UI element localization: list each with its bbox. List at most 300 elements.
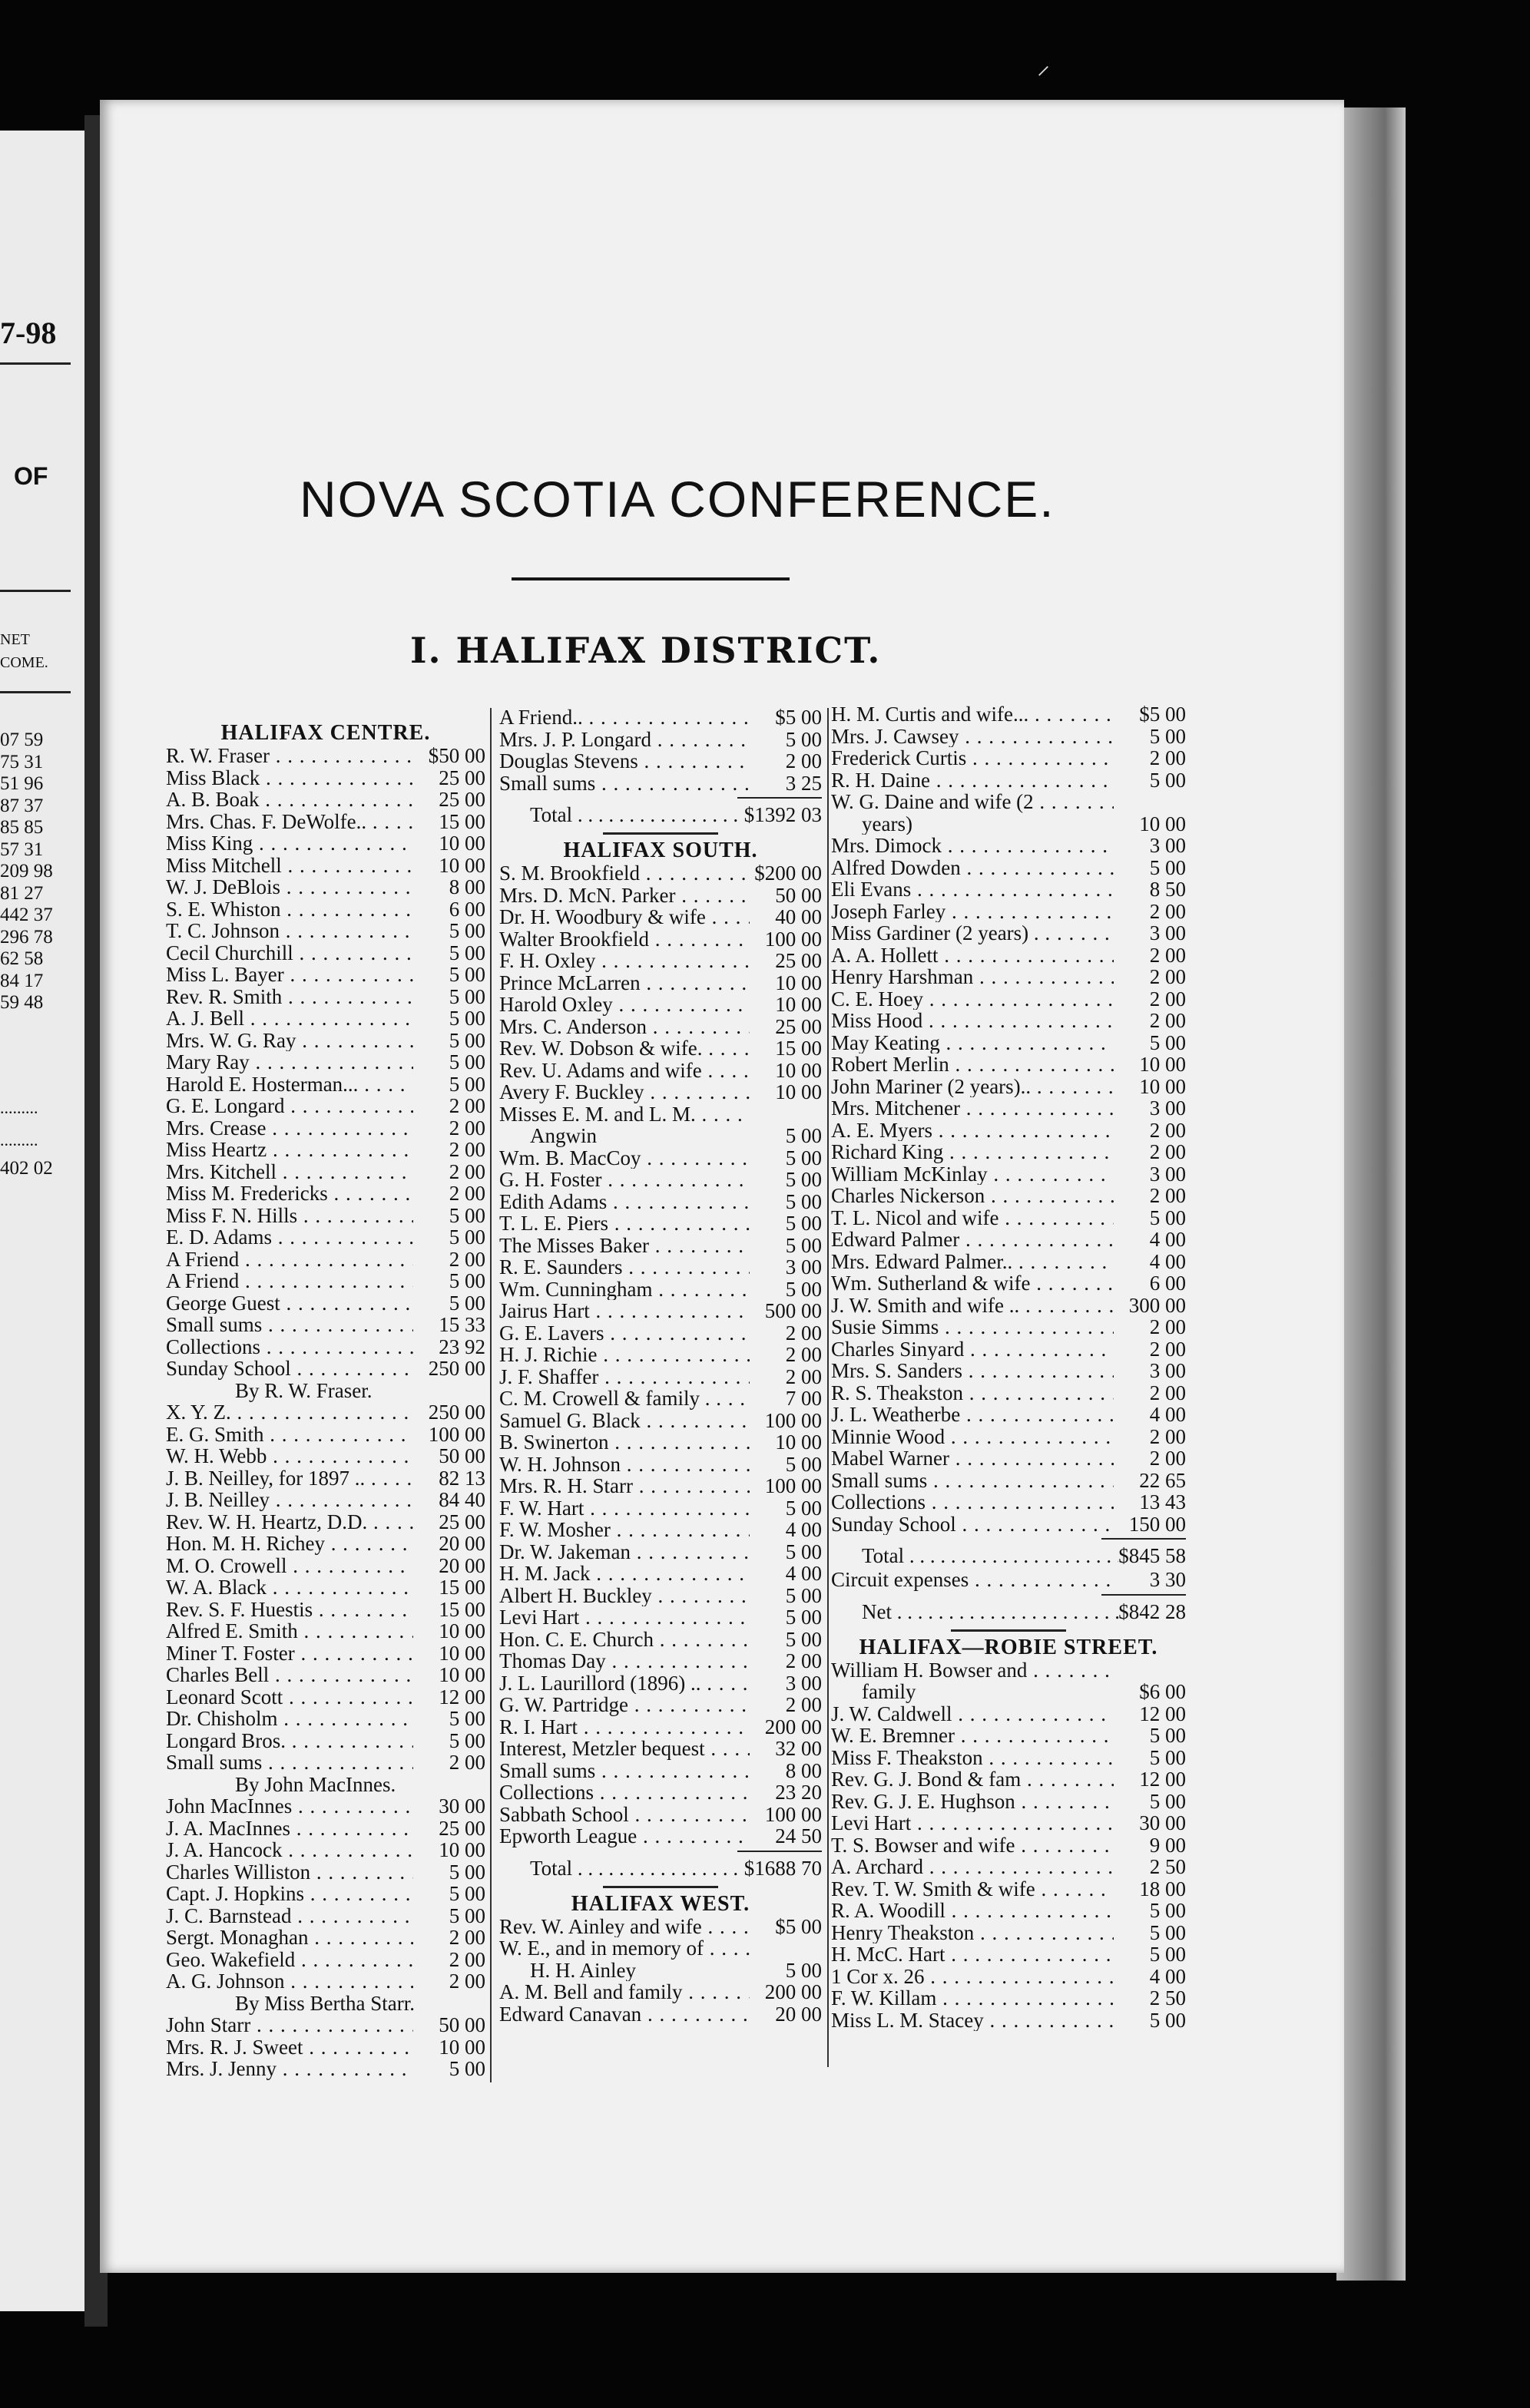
entry-amount: 8 00 [449, 876, 485, 898]
entry-name: Miss L. M. Stacey . . . [831, 2009, 1114, 2032]
subsection-heading: By Miss Bertha Starr. [235, 1991, 415, 2015]
entry-amount: 10 00 [439, 1839, 485, 1861]
entry-name: George Guest . . . [166, 1292, 413, 1315]
entry-amount: 20 00 [439, 1554, 485, 1576]
list-item [166, 898, 485, 921]
entry-name: Minnie Wood . . . [831, 1426, 1114, 1448]
scan-mark: ⸝ [1037, 51, 1050, 80]
entry-name: Epworth League . . . [499, 1825, 750, 1847]
entry-list [166, 2014, 485, 2080]
entry-amount: 3 25 [785, 772, 822, 794]
list-item [166, 1249, 485, 1271]
entry-amount: 100 00 [428, 1423, 485, 1445]
entry-amount: 25 00 [775, 1015, 822, 1037]
list-item [499, 1278, 822, 1301]
page-title: NOVA SCOTIA CONFERENCE. [300, 471, 1055, 528]
entry-amount: 40 00 [775, 906, 822, 928]
entry-amount: 30 00 [1139, 1812, 1186, 1834]
entry-amount: 2 00 [1149, 944, 1186, 966]
entry-name: Eli Evans . . . [831, 878, 1114, 901]
list-item [831, 1491, 1186, 1513]
entry-amount: 300 00 [1128, 1294, 1186, 1316]
list-item [499, 772, 822, 795]
list-item [831, 1470, 1186, 1492]
previous-page-value: 85 85 [0, 817, 44, 838]
list-item [499, 1937, 822, 1960]
entry-name: R. H. Daine . . . [831, 769, 1114, 792]
entry-amount: 2 00 [449, 1927, 485, 1949]
list-item [831, 1360, 1186, 1382]
section-rule [603, 1886, 718, 1888]
list-item [831, 1681, 1186, 1703]
previous-page-value: 87 37 [0, 795, 44, 816]
list-item [499, 1738, 822, 1760]
entry-name: G. E. Lavers . . . [499, 1322, 750, 1345]
page-edge [1336, 108, 1406, 2281]
entry-name: F. W. Hart . . . [499, 1497, 750, 1520]
entry-name: J. B. Neilley, for 1897 .. . . . [166, 1467, 413, 1490]
list-item [499, 1804, 822, 1826]
list-item [166, 1095, 485, 1117]
entry-amount: 2 00 [1149, 747, 1186, 769]
list-item [831, 726, 1186, 748]
list-item [499, 1629, 822, 1651]
list-item [499, 1650, 822, 1672]
entry-amount: 100 00 [764, 1409, 822, 1431]
list-item [166, 1467, 485, 1490]
entry-amount: 5 00 [1149, 769, 1186, 791]
entry-name: Small sums . . . [831, 1470, 1114, 1492]
list-item [499, 1563, 822, 1585]
section-heading: HALIFAX WEST. [571, 1891, 750, 1916]
list-item [831, 1747, 1186, 1769]
entry-name: H. McC. Hart . . . [831, 1943, 1114, 1966]
sum-rule [1101, 1538, 1186, 1540]
list-item [166, 1599, 485, 1621]
sum-rule [737, 797, 822, 799]
entry-list [831, 835, 1186, 1535]
entry-amount: 23 92 [439, 1335, 485, 1358]
entry-amount: 5 00 [1149, 856, 1186, 878]
list-item [831, 2009, 1186, 2032]
entry-amount: 5 00 [449, 1073, 485, 1095]
entry-amount: 5 00 [449, 1292, 485, 1314]
previous-page-rule [0, 590, 71, 592]
entry-name: T. C. Johnson . . . [166, 920, 413, 942]
entry-amount: 25 00 [775, 950, 822, 972]
list-item [499, 1256, 822, 1278]
list-item [499, 1716, 822, 1738]
entry-name: T. L. E. Piers . . . [499, 1212, 750, 1235]
entry-amount: 10 00 [439, 2036, 485, 2058]
list-item [831, 1768, 1186, 1791]
entry-amount: 5 00 [785, 728, 822, 750]
sum-rule [1101, 1594, 1186, 1596]
list-item [499, 1103, 822, 1126]
list-item [166, 1533, 485, 1555]
previous-page-value: 07 59 [0, 729, 44, 750]
entry-amount: 4 00 [785, 1563, 822, 1585]
entry-name: B. Swinerton . . . [499, 1431, 750, 1454]
previous-page-value: 442 37 [0, 905, 53, 925]
list-item [166, 1708, 485, 1730]
list-item [166, 1073, 485, 1096]
net-row [831, 1599, 1186, 1625]
list-item [831, 1032, 1186, 1054]
list-item [166, 1226, 485, 1249]
list-item [166, 986, 485, 1008]
list-item [499, 1388, 822, 1410]
list-item [499, 1366, 822, 1388]
entry-name: J. A. MacInnes . . . [166, 1818, 413, 1840]
entry-name: W. E., and in memory of . . . [499, 1937, 750, 1960]
entry-amount: 2 00 [449, 1095, 485, 1117]
entry-name: R. A. Woodill . . . [831, 1900, 1114, 1922]
entry-amount: 4 00 [1149, 1404, 1186, 1426]
net-amount: $842 28 [1118, 1599, 1186, 1623]
list-item [831, 1141, 1186, 1163]
list-item [831, 901, 1186, 923]
previous-page-value: 209 98 [0, 861, 53, 882]
entry-amount: 5 00 [785, 1584, 822, 1606]
expenses-row [831, 1569, 1186, 1591]
entry-amount: 50 00 [439, 2014, 485, 2036]
entry-name: C. M. Crowell & family . . . . [499, 1388, 750, 1410]
entry-name: M. O. Crowell . . . [166, 1555, 413, 1577]
entry-list [831, 703, 1186, 813]
entry-name: Rev. S. F. Huestis . . . [166, 1599, 413, 1621]
entry-name: H. M. Curtis and wife... . . . [831, 703, 1114, 726]
entry-list [831, 1703, 1186, 2032]
entry-name: W. H. Webb . . . [166, 1445, 413, 1467]
list-item [831, 1295, 1186, 1317]
entry-amount: 2 00 [1149, 987, 1186, 1010]
entry-name: Mrs. S. Sanders . . . [831, 1360, 1114, 1382]
entry-name: Charles Nickerson . . . [831, 1185, 1114, 1207]
list-item [166, 1270, 485, 1292]
column-divider [490, 708, 492, 2082]
title-rule [512, 577, 790, 580]
list-item [166, 1051, 485, 1073]
entry-amount: 5 00 [785, 1453, 822, 1475]
list-item [499, 1694, 822, 1716]
list-item [499, 928, 822, 951]
entry-amount: 6 00 [1149, 1272, 1186, 1295]
entry-amount: 5 00 [785, 1169, 822, 1191]
net-label: Net . . . [831, 1599, 1118, 1625]
list-item [499, 906, 822, 928]
list-item [499, 1147, 822, 1169]
entry-amount: $200 00 [754, 862, 822, 885]
entry-name: T. S. Bowser and wife . . . [831, 1834, 1114, 1857]
list-item [499, 1125, 822, 1147]
list-item [166, 1927, 485, 1949]
entry-name: Edith Adams . . . [499, 1191, 750, 1213]
list-item [166, 1970, 485, 1993]
entry-amount: 2 00 [1149, 1381, 1186, 1404]
entry-name: Miss M. Fredericks . . . [166, 1182, 413, 1205]
entry-name: May Keating . . . [831, 1032, 1114, 1054]
entry-amount: 4 00 [1149, 1229, 1186, 1251]
list-item [831, 1338, 1186, 1361]
entry-amount: 7 00 [785, 1388, 822, 1410]
entry-name: C. E. Hoey . . . [831, 988, 1114, 1011]
entry-name: A Friend.. . . . [499, 706, 750, 729]
entry-name: Rev. W. Dobson & wife. . . . [499, 1037, 750, 1060]
list-item [166, 855, 485, 877]
entry-name: years) [862, 812, 912, 835]
list-item [831, 1054, 1186, 1076]
list-item [499, 885, 822, 907]
entry-amount: 8 50 [1149, 878, 1186, 901]
entry-name: Cecil Churchill . . . [166, 942, 413, 964]
entry-name: Mrs. Dimock . . . [831, 835, 1114, 857]
entry-amount: 82 13 [439, 1467, 485, 1489]
entry-amount: 2 00 [1149, 1185, 1186, 1207]
entry-amount: 10 00 [775, 1059, 822, 1081]
entry-name: H. J. Richie . . . [499, 1344, 750, 1366]
entry-name: A. A. Hollett . . . [831, 944, 1114, 967]
entry-name: Collections . . . [499, 1781, 750, 1804]
entry-amount: 250 00 [428, 1358, 485, 1380]
list-item [831, 1272, 1186, 1295]
list-item [166, 1795, 485, 1818]
entry-name: Dr. H. Woodbury & wife . . . [499, 906, 750, 928]
entry-amount: 5 00 [785, 1212, 822, 1235]
entry-amount: 5 00 [1149, 1790, 1186, 1812]
list-item [499, 1454, 822, 1476]
entry-name: Rev. W. Ainley and wife . . . [499, 1916, 750, 1938]
entry-name: Longard Bros. . . . [166, 1730, 413, 1752]
entry-amount: 10 00 [1139, 812, 1186, 835]
entry-amount: 150 00 [1128, 1513, 1186, 1535]
list-item [499, 2003, 822, 2026]
list-item [831, 922, 1186, 944]
entry-name: Mrs. C. Anderson . . . [499, 1016, 750, 1038]
entry-amount: 2 00 [1149, 966, 1186, 988]
list-item [499, 950, 822, 972]
entry-name: Mrs. Mitchener . . . [831, 1097, 1114, 1120]
previous-page-value: 51 96 [0, 773, 44, 794]
entry-name: Rev. R. Smith . . . [166, 986, 413, 1008]
entry-name: Samuel G. Black . . . [499, 1410, 750, 1432]
list-item [166, 832, 485, 855]
entry-name: Edward Canavan . . . [499, 2003, 750, 2026]
subsection-heading: By R. W. Fraser. [235, 1378, 373, 1402]
column-halifax-centre [166, 722, 485, 2080]
list-item [499, 1344, 822, 1366]
list-item [499, 1322, 822, 1345]
entry-amount: 15 00 [439, 810, 485, 832]
entry-amount: 200 00 [764, 1715, 822, 1738]
list-item [499, 1585, 822, 1607]
entry-name: Albert H. Buckley . . . [499, 1585, 750, 1607]
entry-amount: 5 00 [1149, 1725, 1186, 1747]
entry-amount: 8 00 [785, 1759, 822, 1781]
section-rule [951, 1629, 1066, 1632]
entry-amount: 10 00 [775, 1081, 822, 1103]
entry-name: J. A. Hancock . . . [166, 1839, 413, 1861]
entry-name: Mrs. Edward Palmer.. . . . [831, 1251, 1114, 1273]
entry-name: J. C. Barnstead . . . [166, 1905, 413, 1927]
entry-name: Mrs. Kitchell . . . [166, 1161, 413, 1183]
entry-amount: 5 00 [1149, 2009, 1186, 2031]
entry-amount [1114, 791, 1186, 813]
entry-name: W. E. Bremner . . . [831, 1725, 1114, 1747]
entry-amount: $5 00 [775, 706, 822, 729]
list-item [831, 857, 1186, 879]
total-label: Total . . . [499, 802, 744, 828]
entry-amount: 23 20 [775, 1781, 822, 1804]
list-item [831, 988, 1186, 1011]
entry-name: Miss Hood . . . [831, 1010, 1114, 1032]
list-item [166, 1555, 485, 1577]
entry-name: Charles Sinyard . . . [831, 1338, 1114, 1361]
list-item [499, 1497, 822, 1520]
entry-name: Rev. G. J. E. Hughson . . . [831, 1791, 1114, 1813]
entry-name: H. H. Ainley [530, 1959, 636, 1981]
entry-name: The Misses Baker . . . [499, 1235, 750, 1257]
entry-amount: 5 00 [449, 941, 485, 964]
list-item [166, 1818, 485, 1840]
entry-name: J. L. Laurillord (1896) .. . . . [499, 1672, 750, 1695]
entry-name: Rev. W. H. Heartz, D.D. . . . [166, 1511, 413, 1533]
entry-name: Mrs. W. G. Ray . . . [166, 1030, 413, 1052]
list-item [831, 1426, 1186, 1448]
entry-amount: 2 00 [1149, 1447, 1186, 1470]
list-item [499, 1191, 822, 1213]
entry-name: A Friend . . . [166, 1249, 413, 1271]
list-item [831, 878, 1186, 901]
list-item [831, 791, 1186, 813]
list-item [166, 1117, 485, 1140]
entry-name: Frederick Curtis . . . [831, 747, 1114, 769]
entry-amount: 100 00 [764, 1475, 822, 1497]
entry-amount: 2 00 [1149, 1141, 1186, 1163]
entry-amount: 50 00 [775, 884, 822, 906]
entry-amount: 2 00 [1149, 1316, 1186, 1338]
list-item [166, 1336, 485, 1358]
entry-name: William McKinlay . . . [831, 1163, 1114, 1186]
list-item [831, 1076, 1186, 1098]
previous-page-value: 84 17 [0, 970, 44, 991]
list-item [499, 1081, 822, 1103]
list-item [166, 811, 485, 833]
entry-amount: 10 00 [439, 1620, 485, 1642]
previous-page-dots: ......... [0, 1130, 38, 1149]
list-item [831, 1404, 1186, 1426]
list-item [166, 745, 485, 767]
column-halifax-south [499, 706, 822, 2025]
entry-amount: 3 00 [1149, 835, 1186, 857]
entry-name: Collections . . . [831, 1491, 1114, 1513]
entry-name: Sunday School . . . [831, 1513, 1114, 1536]
list-item [166, 2058, 485, 2080]
entry-amount: 6 00 [449, 898, 485, 920]
entry-name: Henry Harshman . . . [831, 966, 1114, 988]
entry-name: R. E. Saunders . . . [499, 1256, 750, 1278]
entry-amount: 2 00 [785, 1694, 822, 1716]
entry-amount: 3 00 [785, 1256, 822, 1278]
total-amount: $1392 03 [743, 803, 822, 826]
list-item [499, 1212, 822, 1235]
list-item [166, 1182, 485, 1205]
previous-page-value: 59 48 [0, 992, 44, 1013]
list-item [831, 1900, 1186, 1922]
entry-amount: 200 00 [764, 1981, 822, 2003]
entry-amount: 100 00 [764, 928, 822, 950]
list-item [499, 1541, 822, 1563]
previous-page-value: 75 31 [0, 751, 44, 772]
entry-name: F. W. Mosher . . . [499, 1519, 750, 1541]
entry-name: G. E. Longard . . . [166, 1095, 413, 1117]
entry-name: Alfred E. Smith . . . [166, 1620, 413, 1642]
entry-amount: 2 00 [449, 1970, 485, 1993]
entry-amount: 5 00 [785, 1540, 822, 1563]
previous-page-rule [0, 362, 71, 365]
entry-name: Wm. B. MacCoy . . . [499, 1147, 750, 1169]
entry-name: 1 Cor x. 26 . . . [831, 1966, 1114, 1988]
entry-name: Susie Simms . . . [831, 1316, 1114, 1338]
list-item [166, 1292, 485, 1315]
entry-amount: 4 00 [785, 1519, 822, 1541]
entry-name: J. L. Weatherbe . . . [831, 1404, 1114, 1426]
entry-name: A. E. Myers . . . [831, 1120, 1114, 1142]
entry-amount: 5 00 [785, 1190, 822, 1212]
entry-name: Levi Hart . . . [831, 1812, 1114, 1834]
entry-amount: 20 00 [775, 2003, 822, 2025]
previous-page-net: NET [0, 631, 30, 648]
list-item [499, 1410, 822, 1432]
entry-name: Richard King . . . [831, 1141, 1114, 1163]
list-item [831, 747, 1186, 769]
list-item [831, 1207, 1186, 1229]
entry-amount: 5 00 [449, 1861, 485, 1883]
entry-name: Harold Oxley . . . [499, 994, 750, 1016]
column-halifax-continued [831, 703, 1186, 2031]
entry-amount: 20 00 [439, 1533, 485, 1555]
entry-name: Small sums . . . [166, 1751, 413, 1774]
entry-name: A. Archard . . . [831, 1856, 1114, 1878]
entry-name: Henry Theakston . . . [831, 1922, 1114, 1944]
list-item [166, 1489, 485, 1511]
entry-name: Mabel Warner . . . [831, 1447, 1114, 1470]
list-item [499, 1016, 822, 1038]
list-item [499, 729, 822, 751]
list-item [499, 1916, 822, 1938]
entry-amount: 12 00 [1139, 1768, 1186, 1791]
entry-name: X. Y. Z. . . . [166, 1401, 413, 1424]
entry-name: Capt. J. Hopkins . . . [166, 1883, 413, 1905]
entry-amount: 5 00 [449, 2058, 485, 2080]
entry-name: Miss F. N. Hills . . . [166, 1205, 413, 1227]
entry-amount: 2 00 [785, 1344, 822, 1366]
entry-name: Mrs. Crease . . . [166, 1117, 413, 1140]
entry-list [499, 1916, 822, 1960]
list-item [831, 1382, 1186, 1404]
list-item [166, 767, 485, 789]
entry-name: Dr. Chisholm . . . [166, 1708, 413, 1730]
previous-page-value: 81 27 [0, 882, 44, 904]
list-item [831, 769, 1186, 792]
list-item [499, 1431, 822, 1454]
entry-name: A. J. Bell . . . [166, 1007, 413, 1030]
entry-list [499, 1981, 822, 2025]
total-row [499, 1855, 822, 1881]
entry-amount: 5 00 [785, 1959, 822, 1981]
list-item [166, 876, 485, 898]
entry-amount: 3 00 [1149, 1097, 1186, 1120]
